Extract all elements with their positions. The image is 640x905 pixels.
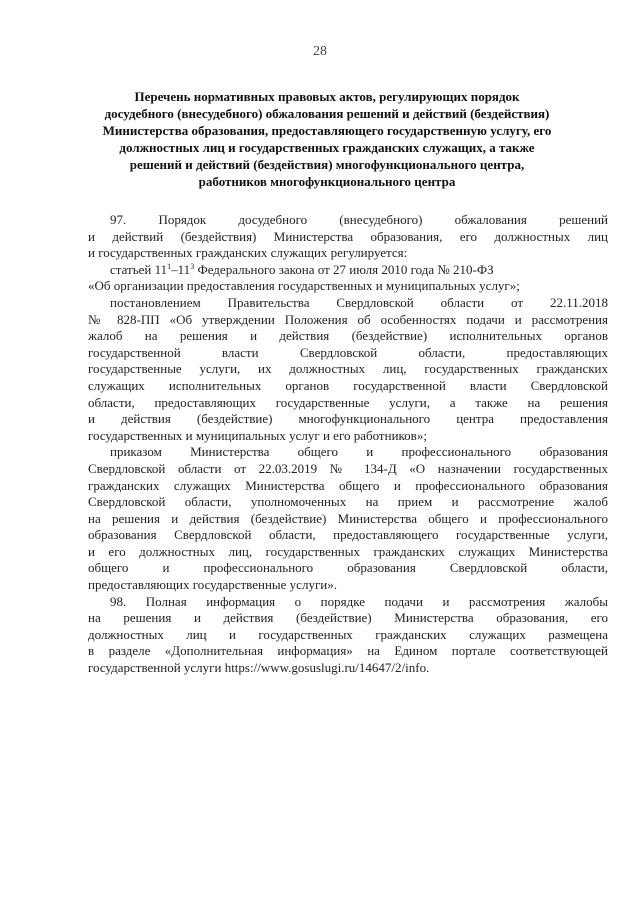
text-line: служащих исполнительных органов государственной власти Свердловской bbox=[88, 377, 608, 393]
title-line: Министерства образования, предоставляющего государственную услугу, его bbox=[102, 123, 552, 138]
text-line: общего и профессионального образования Свердловской области, bbox=[88, 560, 608, 576]
document-body bbox=[88, 212, 608, 677]
paragraph-97 bbox=[88, 212, 608, 262]
title-line: Перечень нормативных правовых актов, регулирующих порядок bbox=[134, 89, 520, 104]
text-line: должностных лиц и государственных гражданских служащих размещена bbox=[88, 626, 608, 642]
text-line: в разделе «Дополнительная информация» на Едином портале соответствующей bbox=[88, 643, 608, 659]
text-line bbox=[88, 262, 608, 279]
text-line: и действия (бездействие) многофункционального центра предоставления bbox=[88, 411, 608, 427]
paragraph-federal-law bbox=[88, 262, 608, 295]
text-line: постановлением Правительства Свердловской области от 22.11.2018 bbox=[110, 294, 608, 310]
text-line: государственные услуги, их должностных лиц, государственных гражданских bbox=[88, 361, 608, 377]
text-line: Свердловской области от 22.03.2019 № 134-Д «О назначении государственных bbox=[88, 460, 608, 476]
law-sup-2: 3 bbox=[190, 261, 195, 271]
text-line: области, предоставляющих государственные услуги, а также на решения bbox=[88, 394, 608, 410]
law-dash: –11 bbox=[171, 261, 191, 277]
text-line: и его должностных лиц, государственных гражданских служащих Министерства bbox=[88, 543, 608, 559]
page-title bbox=[92, 88, 562, 190]
law-sup-1: 1 bbox=[167, 261, 172, 271]
text-line: предоставляющих государственные услуги». bbox=[88, 577, 337, 593]
paragraph-resolution bbox=[88, 295, 608, 444]
title-line: решений и действий (бездействия) многофункционального центра, bbox=[129, 157, 525, 172]
text-line: 97. Порядок досудебного (внесудебного) обжалования решений bbox=[110, 212, 608, 227]
text-line: № 828-ПП «Об утверждении Положения об особенностях подачи и рассмотрения bbox=[88, 311, 608, 327]
title-line: работников многофункционального центра bbox=[198, 174, 456, 189]
text-line: «Об организации предоставления государственных и муниципальных услуг»; bbox=[88, 278, 520, 294]
title-line: досудебного (внесудебного) обжалования решений и действий (бездействия) bbox=[104, 106, 550, 121]
text-line: и государственных гражданских служащих регулируется: bbox=[88, 245, 408, 261]
text-line: на решения и действия (бездействие) Министерства образования, его bbox=[88, 610, 608, 626]
text-line: и действий (бездействия) Министерства образования, его должностных лиц bbox=[88, 228, 608, 244]
text-line: приказом Министерства общего и профессионального образования bbox=[110, 444, 608, 460]
text-line: государственной услуги https://www.gosuslugi.ru/14647/2/info. bbox=[88, 660, 430, 676]
title-line: должностных лиц и государственных гражданских служащих, а также bbox=[119, 140, 535, 155]
text-line: государственной власти Свердловской области, предоставляющих bbox=[88, 344, 608, 360]
text-line: образования Свердловской области, предоставляющего государственные услуги, bbox=[88, 527, 608, 543]
text-line: Свердловской области, уполномоченных на прием и рассмотрение жалоб bbox=[88, 494, 608, 510]
page-number: 28 bbox=[313, 44, 327, 59]
law-rest: Федерального закона от 27 июля 2010 года № 210-ФЗ bbox=[194, 261, 494, 277]
law-prefix: статьей 11 bbox=[110, 261, 168, 277]
paragraph-order bbox=[88, 444, 608, 593]
text-line: государственных и муниципальных услуг и его работников»; bbox=[88, 427, 427, 443]
text-line: жалоб на решения и действия (бездействие) исполнительных органов bbox=[88, 328, 608, 344]
text-line: гражданских служащих Министерства общего и профессионального образования bbox=[88, 477, 608, 493]
text-line: на решения и действия (бездействие) Министерства общего и профессионального bbox=[88, 510, 608, 526]
paragraph-98 bbox=[88, 594, 608, 677]
text-line: 98. Полная информация о порядке подачи и рассмотрения жалобы bbox=[110, 593, 608, 609]
